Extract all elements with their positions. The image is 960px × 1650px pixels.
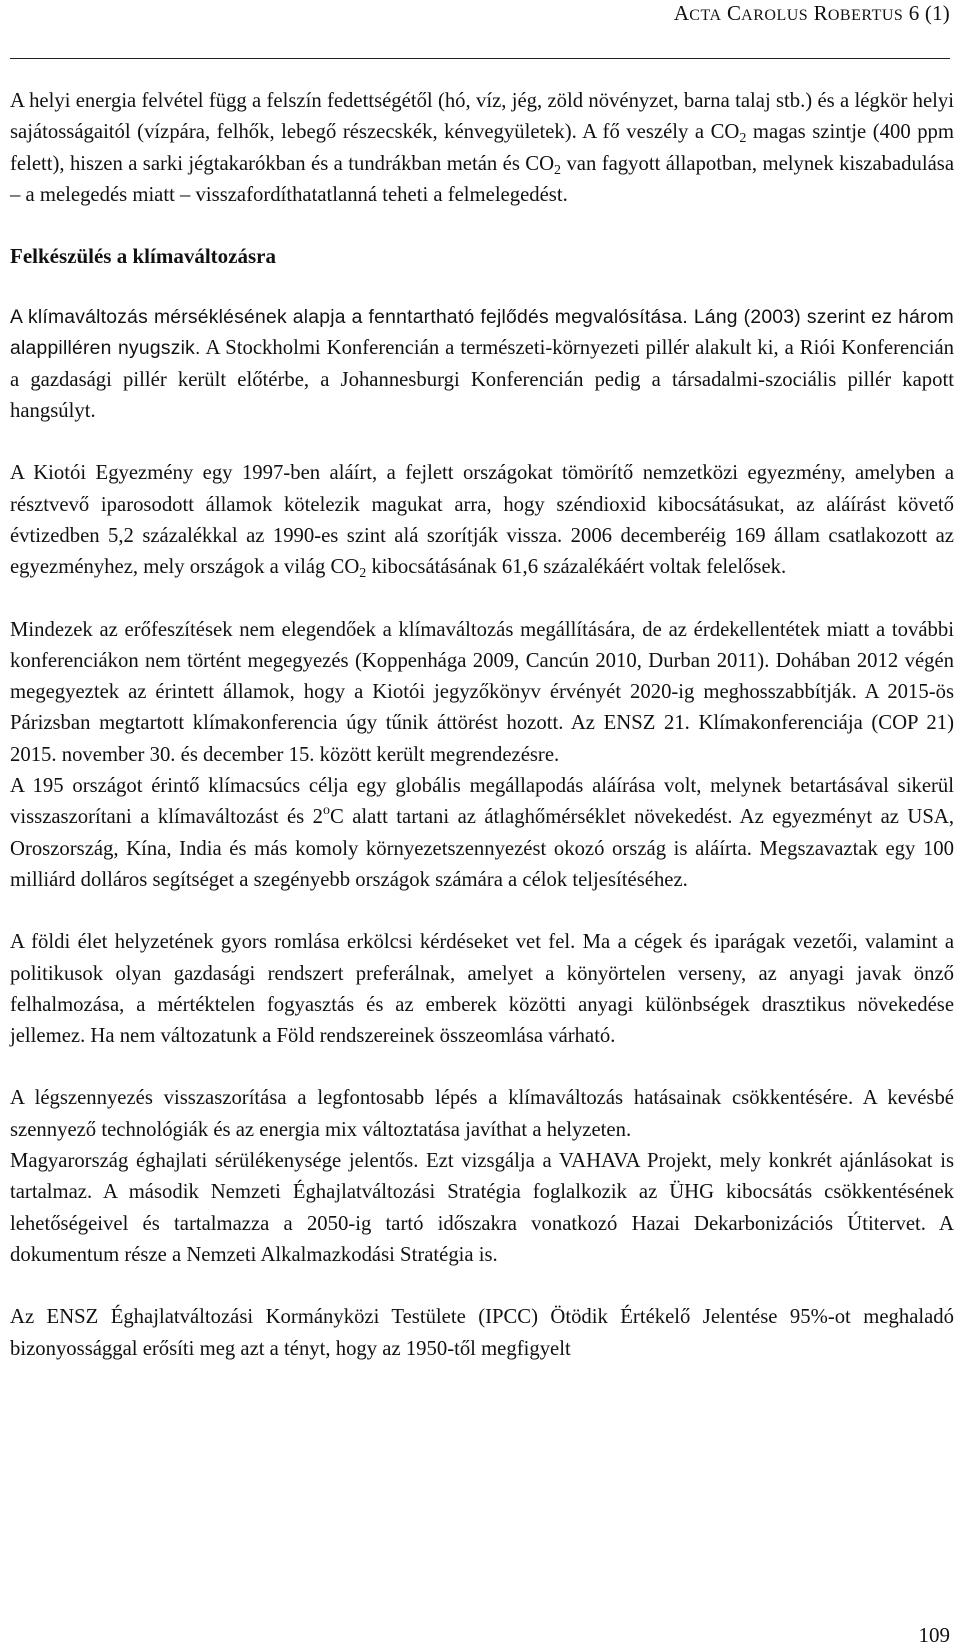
text-run: van fagyott állapotban, melynek kiszabadulása – a melegedés miatt – visszafordíthatatlanná teheti a felmelegedést.: [10, 152, 954, 206]
subscript: 2: [359, 566, 367, 582]
journal-initial-r: R: [813, 1, 828, 25]
subscript: 2: [554, 162, 562, 178]
text-run: A 195 országot érintő klímacsúcs célja egy globális megállapodás aláírása volt, melynek betartásával sikerül visszaszorítani a klímaváltozást és 2: [10, 775, 954, 829]
paragraph-conferences: Mindezek az erőfeszítések nem elegendőek a klímaváltozás megállítására, de az érdekellentétek miatt a további konferenciákon nem történt megegyezés (Koppenhága 2009, Cancún 2010, Durban 2011). Dohában 2012 végén megegyeztek az érintett államok, hogy a Kiotói jegyzőkönyv érvényét 2020-ig meghosszabbítják. A 2015-ös Párizsban megtartott klímakonferencia úgy tűnik áttörést hozott. Az ENSZ 21. Klímakonferenciája (COP 21) 2015. november 30. és december 15. között került megrendezésre.: [10, 618, 954, 766]
subscript: 2: [739, 131, 747, 147]
journal-initial-a: A: [673, 1, 690, 25]
paragraph-air-pollution: A légszennyezés visszaszorítása a legfontosabb lépés a klímaváltozás hatásainak csökkentésére. A kevésbé szennyező technológiák és az energia mix változtatása javíthat a helyzeten.: [10, 1087, 954, 1141]
text-run: A Kiotói Egyezmény egy 1997-ben aláírt, a fejlett országokat tömörítő nemzetközi egyezmény, amelyben a résztvevő iparosodott államok kötelezik magukat arra, hogy széndioxid kibocsátásukat, az aláírást követő évtizedben 5,2 százalékkal az 1990-es szint alá szorítják vissza. 2006 decemberéig 169 állam csatlakozott az egyezményhez, mely országok a világ CO: [10, 462, 954, 579]
journal-word-acta: CTA: [689, 7, 722, 24]
journal-word-carolus: AROLUS: [741, 7, 809, 24]
paragraph-energy-intake: [10, 86, 954, 211]
paragraph-sustainability: [10, 302, 954, 427]
section-heading: Felkészülés a klímaváltozásra: [10, 244, 276, 269]
text-run: A helyi energia felvétel függ a felszín fedettségétől (hó, víz, jég, zöld növényzet, barna talaj stb.) és a légkör helyi sajátosságaitól (vízpára, felhők, lebegő részecskék, kénvegyületek). A fő veszély a CO: [10, 90, 954, 144]
page-body: [10, 86, 954, 1365]
superscript: o: [322, 803, 330, 819]
paragraph-hungary: Magyarország éghajlati sérülékenysége jelentős. Ezt vizsgálja a VAHAVA Projekt, mely konkrét ajánlásokat is tartalmaz. A második Nemzeti Éghajlatváltozási Stratégia foglalkozik az ÜHG kibocsátás csökkentésének lehetőségeivel és tartalmazza a 2050-ig tartó időszakra vonatkozó Hazai Dekarbonizációs Útitervet. A dokumentum része a Nemzeti Alkalmazkodási Stratégia is.: [10, 1150, 954, 1266]
paragraph-climate-summit: [10, 771, 954, 896]
journal-word-robertus: OBERTUS: [827, 7, 904, 24]
journal-initial-c: C: [726, 1, 742, 25]
paragraph-moral-questions: A földi élet helyzetének gyors romlása erkölcsi kérdéseket vet fel. Ma a cégek és iparágak vezetői, valamint a politikusok olyan gazdasági rendszert preferálnak, amelyet a könyörtelen verseny, az anyagi javak önző felhalmozása, a mértéktelen fogyasztás és az emberek közötti anyagi különbségek drasztikus növekedése jellemez. Ha nem változatunk a Föld rendszereinek összeomlása várható.: [10, 931, 954, 1048]
paragraph-ipcc: Az ENSZ Éghajlatváltozási Kormányközi Testülete (IPCC) Ötödik Értékelő Jelentése 95%-ot meghaladó bizonyossággal erősíti meg azt a tényt, hogy az 1950-től megfigyelt: [10, 1306, 954, 1360]
text-run: C alatt tartani az átlaghőmérséklet növekedést. Az egyezményt az USA, Oroszország, Kína, India és más komoly környezetszennyezést okozó ország is aláírta. Megszavaztak egy 100 milliárd dolláros segítséget a szegényebb országok számára a célok teljesítéséhez.: [10, 806, 954, 891]
journal-volume: 6 (1): [908, 1, 950, 25]
text-run: A Stockholmi Konferencián a természeti-környezeti pillér alakult ki, a Riói Konferencián a gazdasági pillér került előtérbe, a Johannesburgi Konferencián pedig a társadalmi-szociális pillér kapott hangsúlyt.: [10, 337, 954, 423]
text-run: magas szintje (400 ppm felett), hiszen a sarki jégtakarókban és a tundrákban metán és CO: [10, 121, 954, 175]
running-head: [674, 0, 950, 24]
paragraph-kyoto: [10, 458, 954, 583]
page-number: 109: [918, 1623, 950, 1647]
header-rule: [10, 58, 950, 59]
text-run: kibocsátásának 61,6 százalékáért voltak felelősek.: [366, 556, 787, 579]
text-run: A klímaváltozás mérséklésének alapja a fenntartható fejlődés megvalósítása. Láng (2003) szerint ez három alappilléren nyugszik.: [10, 307, 954, 360]
